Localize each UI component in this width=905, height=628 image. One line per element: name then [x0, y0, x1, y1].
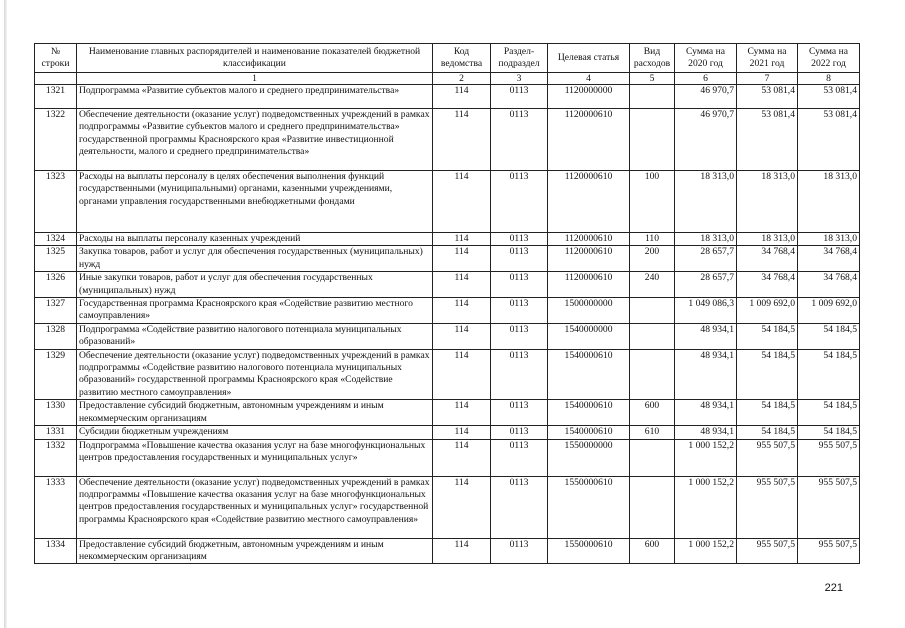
- cell-row-no: 1325: [35, 246, 77, 272]
- header-sum-2020: Сумма на 2020 год: [675, 44, 737, 73]
- cell-name: Предоставление субсидий бюджетным, автономным учреждениям и иным некоммерческим организациям: [77, 400, 433, 426]
- cell-target: 1540000610: [548, 349, 630, 400]
- table-row: [35, 272, 860, 298]
- cell-exp-type: [630, 109, 675, 171]
- cell-sum-2022: 955 507,5: [798, 538, 860, 564]
- cell-exp-type: 110: [630, 233, 675, 246]
- cell-exp-type: [630, 323, 675, 349]
- cell-exp-type: [630, 85, 675, 109]
- cell-name: Обеспечение деятельности (оказание услуг) подведомственных учреждений в рамках подпрограммы «Содействие развитию налогового потенциала муниципальных образований» государственной программы Красноярского края «Содействие развитию местного самоуправления»: [77, 349, 433, 400]
- cell-sum-2020: 18 313,0: [675, 171, 737, 233]
- column-number: 1: [77, 73, 433, 85]
- cell-dept-code: 114: [433, 476, 491, 538]
- cell-target: 1120000000: [548, 85, 630, 109]
- cell-dept-code: 114: [433, 400, 491, 426]
- header-name: Наименование главных распорядителей и наименование показателей бюджетной классификации: [77, 44, 433, 73]
- cell-sum-2020: 1 000 152,2: [675, 476, 737, 538]
- table-row: [35, 439, 860, 476]
- column-number: 6: [675, 73, 737, 85]
- cell-sum-2021: 955 507,5: [737, 439, 798, 476]
- cell-dept-code: 114: [433, 298, 491, 324]
- cell-section: 0113: [491, 426, 548, 439]
- cell-exp-type: 600: [630, 400, 675, 426]
- cell-name: Расходы на выплаты персоналу казенных учреждений: [77, 233, 433, 246]
- cell-row-no: 1334: [35, 538, 77, 564]
- cell-name: Расходы на выплаты персоналу в целях обеспечения выполнения функций государственными (муниципальными) органами, казенными учреждениями, органами управления государственными внебюджетными фондами: [77, 171, 433, 233]
- cell-target: 1120000610: [548, 171, 630, 233]
- cell-sum-2022: 955 507,5: [798, 439, 860, 476]
- cell-sum-2020: 48 934,1: [675, 349, 737, 400]
- cell-sum-2020: 1 000 152,2: [675, 439, 737, 476]
- cell-target: 1540000610: [548, 400, 630, 426]
- cell-exp-type: [630, 476, 675, 538]
- cell-exp-type: 240: [630, 272, 675, 298]
- page-number: 221: [824, 582, 843, 594]
- cell-exp-type: 600: [630, 538, 675, 564]
- cell-sum-2021: 54 184,5: [737, 349, 798, 400]
- cell-sum-2022: 54 184,5: [798, 349, 860, 400]
- cell-section: 0113: [491, 109, 548, 171]
- cell-dept-code: 114: [433, 439, 491, 476]
- cell-row-no: 1324: [35, 233, 77, 246]
- cell-sum-2022: 53 081,4: [798, 109, 860, 171]
- cell-sum-2021: 955 507,5: [737, 476, 798, 538]
- cell-name: Обеспечение деятельности (оказание услуг) подведомственных учреждений в рамках подпрограммы «Развитие субъектов малого и среднего предпринимательства» государственной программы Красноярского края «Развитие инвестиционной деятельности, малого и среднего предпринимательства»: [77, 109, 433, 171]
- cell-name: Подпрограмма «Содействие развитию налогового потенциала муниципальных образований»: [77, 323, 433, 349]
- cell-name: Субсидии бюджетным учреждениям: [77, 426, 433, 439]
- column-number: 7: [737, 73, 798, 85]
- cell-exp-type: 610: [630, 426, 675, 439]
- cell-sum-2020: 1 000 152,2: [675, 538, 737, 564]
- table-row: [35, 85, 860, 109]
- cell-sum-2020: 48 934,1: [675, 426, 737, 439]
- cell-sum-2021: 18 313,0: [737, 171, 798, 233]
- cell-exp-type: 100: [630, 171, 675, 233]
- table-row: [35, 233, 860, 246]
- cell-sum-2021: 53 081,4: [737, 85, 798, 109]
- cell-sum-2020: 28 657,7: [675, 272, 737, 298]
- column-number: 5: [630, 73, 675, 85]
- cell-row-no: 1329: [35, 349, 77, 400]
- cell-sum-2022: 34 768,4: [798, 272, 860, 298]
- cell-sum-2021: 18 313,0: [737, 233, 798, 246]
- cell-section: 0113: [491, 171, 548, 233]
- cell-sum-2022: 54 184,5: [798, 400, 860, 426]
- table-row: [35, 426, 860, 439]
- header-exp-type: Вид расходов: [630, 44, 675, 73]
- header-section: Раздел-подраздел: [491, 44, 548, 73]
- cell-name: Предоставление субсидий бюджетным, автономным учреждениям и иным некоммерческим организациям: [77, 538, 433, 564]
- cell-dept-code: 114: [433, 272, 491, 298]
- cell-sum-2022: 1 009 692,0: [798, 298, 860, 324]
- cell-sum-2020: 18 313,0: [675, 233, 737, 246]
- cell-row-no: 1333: [35, 476, 77, 538]
- column-number: 8: [798, 73, 860, 85]
- table-row: [35, 246, 860, 272]
- cell-dept-code: 114: [433, 246, 491, 272]
- cell-target: 1540000000: [548, 323, 630, 349]
- table-row: [35, 476, 860, 538]
- cell-target: 1120000610: [548, 233, 630, 246]
- cell-exp-type: [630, 298, 675, 324]
- column-number: 2: [433, 73, 491, 85]
- cell-target: 1550000610: [548, 476, 630, 538]
- cell-section: 0113: [491, 538, 548, 564]
- cell-sum-2020: 48 934,1: [675, 323, 737, 349]
- cell-name: Закупка товаров, работ и услуг для обеспечения государственных (муниципальных) нужд: [77, 246, 433, 272]
- cell-sum-2021: 54 184,5: [737, 400, 798, 426]
- column-number-row: [35, 73, 860, 85]
- cell-target: 1550000000: [548, 439, 630, 476]
- cell-target: 1120000610: [548, 246, 630, 272]
- cell-dept-code: 114: [433, 85, 491, 109]
- header-target: Целевая статья: [548, 44, 630, 73]
- cell-row-no: 1330: [35, 400, 77, 426]
- cell-section: 0113: [491, 323, 548, 349]
- cell-target: 1540000610: [548, 426, 630, 439]
- cell-target: 1550000610: [548, 538, 630, 564]
- cell-sum-2022: 54 184,5: [798, 426, 860, 439]
- cell-sum-2020: 28 657,7: [675, 246, 737, 272]
- column-number: 4: [548, 73, 630, 85]
- cell-section: 0113: [491, 298, 548, 324]
- column-number: 3: [491, 73, 548, 85]
- cell-sum-2021: 1 009 692,0: [737, 298, 798, 324]
- cell-dept-code: 114: [433, 538, 491, 564]
- cell-name: Обеспечение деятельности (оказание услуг) подведомственных учреждений в рамках подпрограммы «Повышение качества оказания услуг на базе многофункциональных центров предоставления государственных и муниципальных услуг» государственной программы Красноярского края «Содействие развитию местного самоуправления»: [77, 476, 433, 538]
- table-row: [35, 349, 860, 400]
- cell-sum-2022: 34 768,4: [798, 246, 860, 272]
- header-row-no: № строки: [35, 44, 77, 73]
- cell-row-no: 1328: [35, 323, 77, 349]
- header-dept-code: Код ведомства: [433, 44, 491, 73]
- table-body: [35, 85, 860, 564]
- cell-row-no: 1331: [35, 426, 77, 439]
- budget-table: [34, 43, 860, 564]
- cell-section: 0113: [491, 439, 548, 476]
- scan-edge-shadow: [4, 0, 7, 628]
- cell-sum-2022: 18 313,0: [798, 233, 860, 246]
- cell-row-no: 1327: [35, 298, 77, 324]
- cell-target: 1120000610: [548, 272, 630, 298]
- header-sum-2022: Сумма на 2022 год: [798, 44, 860, 73]
- cell-sum-2022: 53 081,4: [798, 85, 860, 109]
- cell-name: Подпрограмма «Развитие субъектов малого и среднего предпринимательства»: [77, 85, 433, 109]
- cell-section: 0113: [491, 246, 548, 272]
- table-row: [35, 171, 860, 233]
- cell-sum-2022: 955 507,5: [798, 476, 860, 538]
- cell-section: 0113: [491, 476, 548, 538]
- cell-dept-code: 114: [433, 426, 491, 439]
- cell-sum-2020: 1 049 086,3: [675, 298, 737, 324]
- cell-sum-2022: 18 313,0: [798, 171, 860, 233]
- header-sum-2021: Сумма на 2021 год: [737, 44, 798, 73]
- cell-name: Иные закупки товаров, работ и услуг для обеспечения государственных (муниципальных) нужд: [77, 272, 433, 298]
- cell-row-no: 1321: [35, 85, 77, 109]
- cell-sum-2022: 54 184,5: [798, 323, 860, 349]
- cell-row-no: 1326: [35, 272, 77, 298]
- cell-target: 1500000000: [548, 298, 630, 324]
- cell-section: 0113: [491, 233, 548, 246]
- cell-target: 1120000610: [548, 109, 630, 171]
- table-row: [35, 538, 860, 564]
- cell-sum-2021: 34 768,4: [737, 246, 798, 272]
- table-header-row: [35, 44, 860, 73]
- table-row: [35, 298, 860, 324]
- cell-dept-code: 114: [433, 349, 491, 400]
- cell-name: Подпрограмма «Повышение качества оказания услуг на базе многофункциональных центров предоставления государственных и муниципальных услуг»: [77, 439, 433, 476]
- cell-row-no: 1323: [35, 171, 77, 233]
- cell-name: Государственная программа Красноярского края «Содействие развитию местного самоуправления»: [77, 298, 433, 324]
- cell-sum-2021: 54 184,5: [737, 426, 798, 439]
- cell-dept-code: 114: [433, 233, 491, 246]
- cell-section: 0113: [491, 272, 548, 298]
- cell-sum-2021: 34 768,4: [737, 272, 798, 298]
- cell-dept-code: 114: [433, 323, 491, 349]
- cell-sum-2021: 955 507,5: [737, 538, 798, 564]
- cell-section: 0113: [491, 400, 548, 426]
- cell-sum-2021: 53 081,4: [737, 109, 798, 171]
- cell-dept-code: 114: [433, 171, 491, 233]
- cell-exp-type: [630, 439, 675, 476]
- cell-row-no: 1322: [35, 109, 77, 171]
- cell-sum-2020: 48 934,1: [675, 400, 737, 426]
- cell-exp-type: [630, 349, 675, 400]
- cell-dept-code: 114: [433, 109, 491, 171]
- cell-sum-2021: 54 184,5: [737, 323, 798, 349]
- cell-section: 0113: [491, 85, 548, 109]
- table-row: [35, 323, 860, 349]
- cell-sum-2020: 46 970,7: [675, 109, 737, 171]
- cell-section: 0113: [491, 349, 548, 400]
- cell-exp-type: 200: [630, 246, 675, 272]
- column-number: [35, 73, 77, 85]
- cell-sum-2020: 46 970,7: [675, 85, 737, 109]
- cell-row-no: 1332: [35, 439, 77, 476]
- table-row: [35, 400, 860, 426]
- table-row: [35, 109, 860, 171]
